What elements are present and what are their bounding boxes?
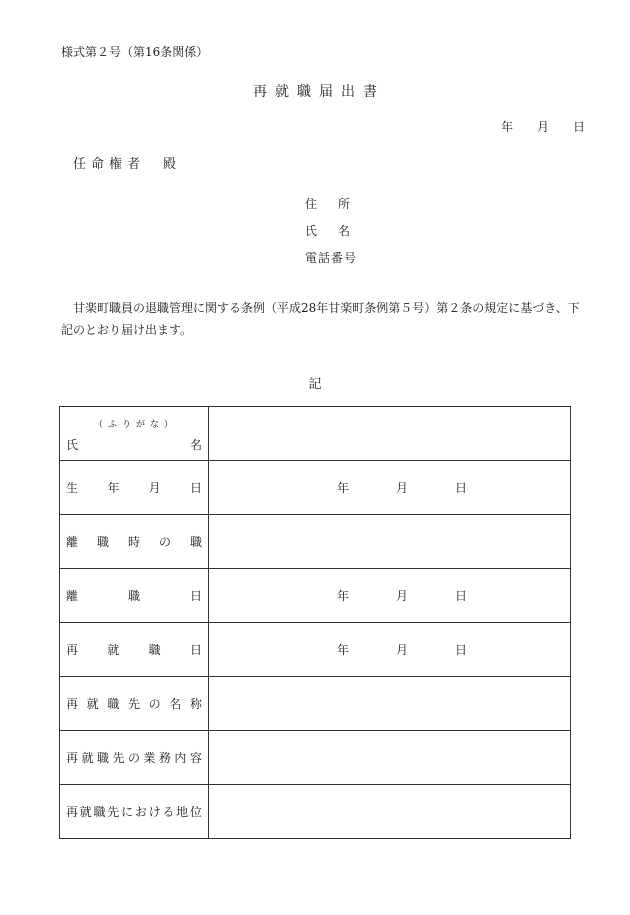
- applicant-address-label: 住所: [305, 197, 372, 211]
- date-part: 月: [395, 589, 408, 603]
- row-value-field[interactable]: [209, 407, 571, 461]
- furigana-label: （ふりがな）: [94, 420, 179, 430]
- label-char: 氏: [66, 438, 79, 452]
- table-row: [60, 461, 571, 515]
- label-char: け: [148, 805, 161, 819]
- label-char: 職: [127, 589, 140, 603]
- label-char: 再: [66, 751, 79, 765]
- label-char: 年: [107, 481, 120, 495]
- date-part: 日: [454, 481, 467, 495]
- date-month: 月: [536, 120, 549, 134]
- table-row: [60, 731, 571, 785]
- form-number: 様式第２号（第16条関係）: [61, 45, 209, 59]
- date-part: 月: [395, 643, 408, 657]
- row-value-field[interactable]: [209, 785, 571, 839]
- table-row: [60, 407, 571, 461]
- label-char: 職: [96, 535, 109, 549]
- date-placeholder: [337, 641, 467, 658]
- label-char: の: [148, 697, 161, 711]
- label-char: 先: [107, 805, 120, 819]
- table-row: [60, 623, 571, 677]
- row-value-field[interactable]: [209, 515, 571, 569]
- label-char: の: [127, 751, 140, 765]
- row-value-field[interactable]: [209, 461, 571, 515]
- label-char: 名: [169, 697, 182, 711]
- row-label: [60, 407, 209, 461]
- label-char: 位: [189, 805, 202, 819]
- label-text: [60, 695, 208, 712]
- name-label: [66, 436, 202, 453]
- label-char: 就: [107, 643, 120, 657]
- date-part: 年: [337, 643, 350, 657]
- label-char: お: [134, 805, 147, 819]
- label-char: 日: [189, 481, 202, 495]
- label-text: [60, 803, 208, 820]
- label-text: [60, 587, 208, 604]
- label-char: 先: [127, 697, 140, 711]
- label-char: 務: [158, 751, 171, 765]
- label-char: 離: [66, 589, 79, 603]
- date-part: 日: [454, 643, 467, 657]
- row-label: [60, 461, 209, 515]
- row-value-field[interactable]: [209, 731, 571, 785]
- label-char: 生: [66, 481, 79, 495]
- date-part: 年: [337, 481, 350, 495]
- label-char: 業: [143, 751, 156, 765]
- label-char: 内: [174, 751, 187, 765]
- ki-heading: 記: [308, 377, 322, 392]
- row-value-field[interactable]: [209, 623, 571, 677]
- label-char: 日: [189, 643, 202, 657]
- label-char: 再: [66, 805, 79, 819]
- table-row: [60, 569, 571, 623]
- detail-table: [59, 406, 571, 839]
- label-char: 日: [189, 589, 202, 603]
- date-placeholder: [337, 479, 467, 496]
- date-year: 年: [500, 120, 513, 134]
- label-text: [60, 479, 208, 496]
- label-char: 就: [86, 697, 99, 711]
- label-char: 名: [189, 438, 202, 452]
- document-title: 再就職届出書: [253, 84, 385, 100]
- label-char: 再: [66, 697, 79, 711]
- label-char: 再: [66, 643, 79, 657]
- applicant-name-label: 氏名: [305, 224, 372, 238]
- label-char: 職: [93, 805, 106, 819]
- label-char: 地: [176, 805, 189, 819]
- addressee: 任命権者 殿: [73, 157, 182, 172]
- date-part: 月: [395, 481, 408, 495]
- submission-date: [501, 118, 585, 135]
- row-label: [60, 569, 209, 623]
- date-part: 年: [337, 589, 350, 603]
- label-char: 時: [127, 535, 140, 549]
- label-char: 職: [189, 535, 202, 549]
- label-char: る: [162, 805, 175, 819]
- date-day: 日: [572, 120, 585, 134]
- table-row: [60, 785, 571, 839]
- row-label: [60, 677, 209, 731]
- row-label: [60, 623, 209, 677]
- label-char: 職: [107, 697, 120, 711]
- label-char: 先: [112, 751, 125, 765]
- row-label: [60, 785, 209, 839]
- table-row: [60, 515, 571, 569]
- label-char: の: [158, 535, 171, 549]
- applicant-phone-label: 電話番号: [305, 251, 358, 265]
- label-char: 離: [66, 535, 79, 549]
- label-char: 就: [79, 805, 92, 819]
- body-text: 甘楽町職員の退職管理に関する条例（平成28年甘楽町条例第５号）第２条の規定に基づき、下記のとおり届け出ます。: [61, 301, 580, 337]
- row-label: [60, 731, 209, 785]
- label-text: [60, 533, 208, 550]
- row-label: [60, 515, 209, 569]
- label-char: 容: [189, 751, 202, 765]
- label-char: に: [121, 805, 134, 819]
- label-char: 称: [189, 697, 202, 711]
- row-value-field[interactable]: [209, 569, 571, 623]
- date-placeholder: [337, 587, 467, 604]
- label-text: [60, 749, 208, 766]
- label-text: [60, 641, 208, 658]
- label-char: 就: [81, 751, 94, 765]
- label-char: 職: [96, 751, 109, 765]
- label-char: 月: [148, 481, 161, 495]
- date-part: 日: [454, 589, 467, 603]
- label-char: 職: [148, 643, 161, 657]
- table-row: [60, 677, 571, 731]
- row-value-field[interactable]: [209, 677, 571, 731]
